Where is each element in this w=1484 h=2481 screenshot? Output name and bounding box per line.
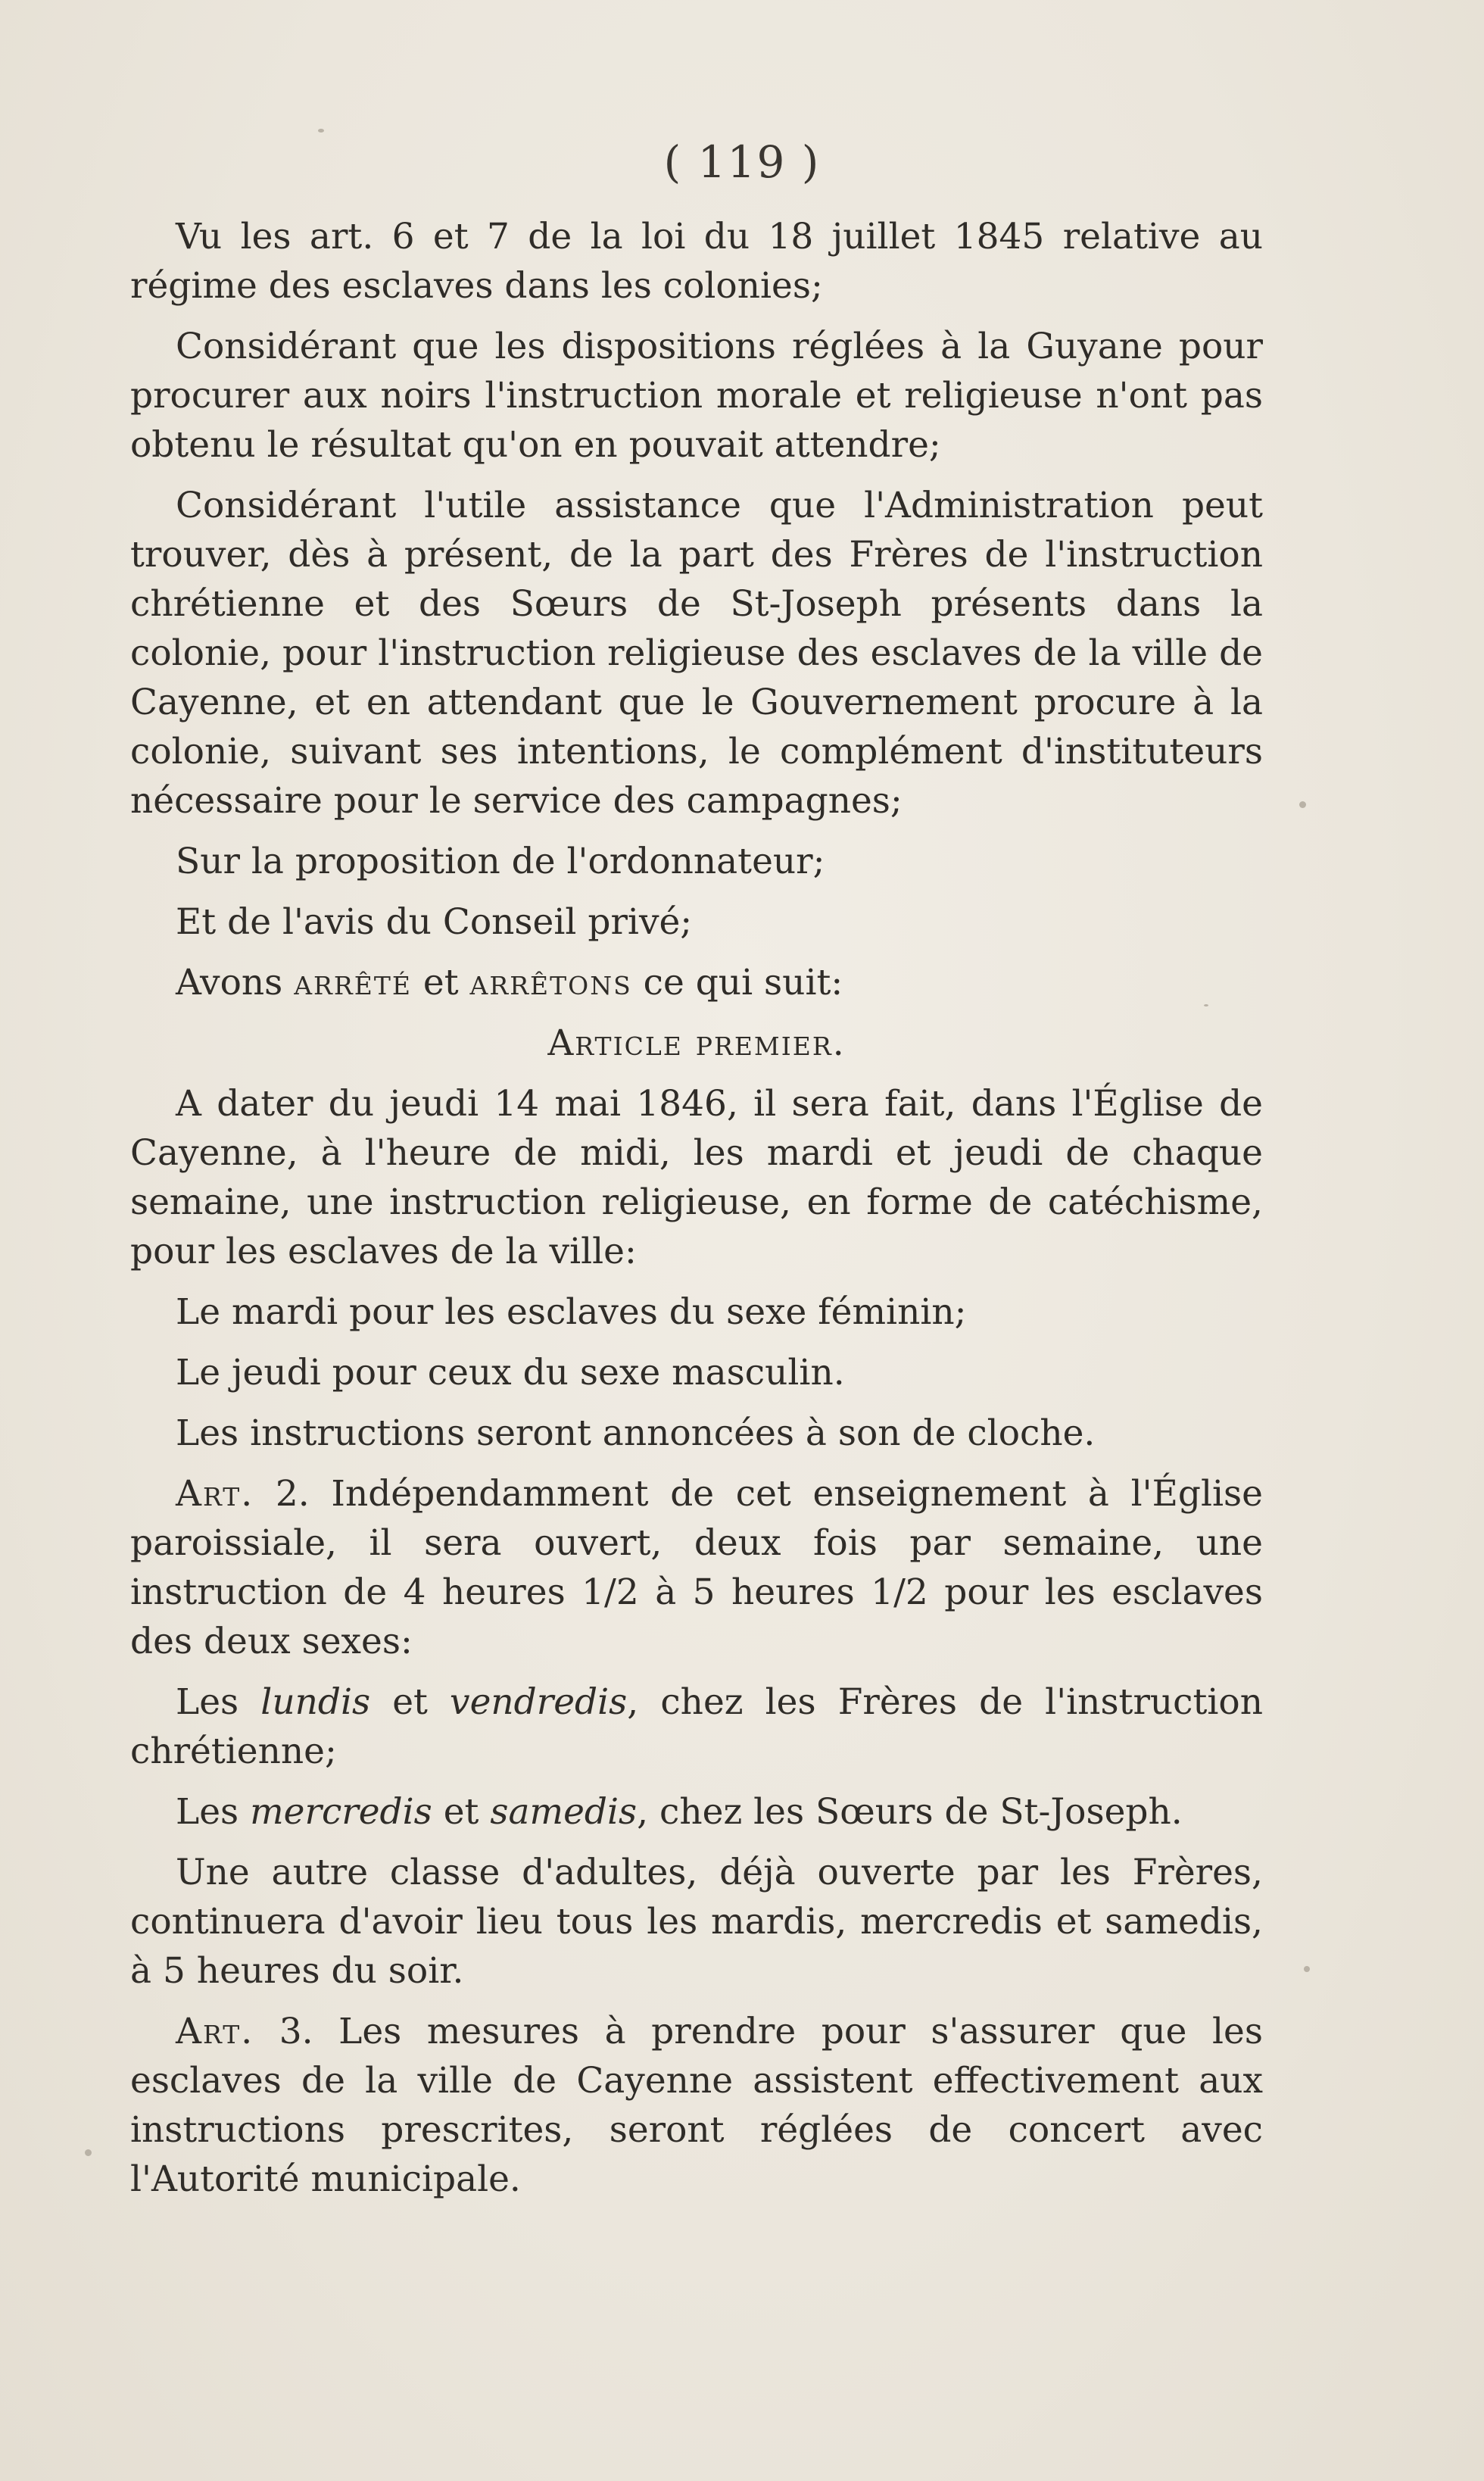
paper-speck [1299, 801, 1306, 808]
mercredis-prefix: Les [176, 1791, 251, 1833]
samedis-word: samedis [490, 1791, 638, 1833]
paper-speck [85, 2149, 92, 2156]
paragraph-considerant-1: Considérant que les dispositions réglées à la Guyane pour procurer aux noirs l'instruction morale et religieuse n'ont pas obtenu le résultat qu'on en pouvait attendre; [130, 326, 1263, 466]
paragraph-lundis [130, 1677, 1263, 1776]
paragraph-considerant-2: Considérant l'utile assistance que l'Administration peut trouver, dès à présent, de la part des Frères de l'instruction chrétienne et des Sœurs de St-Joseph présents dans la colonie, pour l'instruction religieuse des esclaves de la ville de Cayenne, et en attendant que le Gouvernement procure à la colonie, suivant ses intentions, le complément d'instituteurs nécessaire pour le service des campagnes; [130, 485, 1263, 822]
paper-speck [318, 129, 324, 133]
page-number: ( 119 ) [663, 136, 821, 188]
article-3-text: 3. Les mesures à prendre pour s'assurer que les esclaves de la ville de Cayenne assistent effectivement aux instructions prescrites, seront réglées de concert avec l'Autorité municipale. [130, 2011, 1263, 2200]
mercredis-word: mercredis [250, 1791, 432, 1833]
paragraph-mardi: Le mardi pour les esclaves du sexe féminin; [176, 1291, 967, 1333]
paragraph-adultes: Une autre classe d'adultes, déjà ouverte par les Frères, continuera d'avoir lieu tous les mardis, mercredis et samedis, à 5 heures du soir. [130, 1852, 1263, 1992]
mercredis-et: et [432, 1791, 491, 1833]
paragraph-cloche: Les instructions seront annoncées à son de cloche. [176, 1412, 1096, 1454]
paragraph-article-2 [130, 1469, 1263, 1666]
paragraph-avons-arrete [130, 958, 1263, 1007]
lundis-et: et [370, 1681, 450, 1723]
suit-text: ce qui suit: [631, 962, 843, 1003]
paragraph-mercredis [130, 1787, 1263, 1837]
paragraph-article-3 [130, 2007, 1263, 2204]
article-label: Art. [176, 2011, 254, 2052]
article-2-text: 2. Indépendamment de cet enseignement à l'Église paroissiale, il sera ouvert, deux fois par semaine, une instruction de 4 heures 1/2 à 5 heures 1/2 pour les esclaves des deux sexes: [130, 1473, 1263, 1662]
et-text: et [411, 962, 470, 1003]
vendredis-word: vendredis [450, 1681, 628, 1723]
paper-speck [1304, 1966, 1310, 1972]
paragraph-proposition: Sur la proposition de l'ordonnateur; [176, 841, 825, 882]
mercredis-suffix: , chez les Sœurs de St-Joseph. [637, 1791, 1183, 1833]
avons-text: Avons [176, 962, 295, 1003]
paragraph-jeudi: Le jeudi pour ceux du sexe masculin. [176, 1352, 845, 1393]
text-body [130, 212, 1263, 2215]
arretons-word: arrêtons [469, 962, 632, 1003]
lundis-suffix: , chez les Frères de l'instruction chrétienne; [130, 1681, 1263, 1772]
article-label: Art. [176, 1473, 254, 1515]
arrete-word: arrêté [294, 962, 412, 1003]
lundis-word: lundis [260, 1681, 371, 1723]
paragraph-article-1: A dater du jeudi 14 mai 1846, il sera fait, dans l'Église de Cayenne, à l'heure de midi, les mardi et jeudi de chaque semaine, une instruction religieuse, en forme de catéchisme, pour les esclaves de la ville: [130, 1083, 1263, 1272]
paragraph-loi: Vu les art. 6 et 7 de la loi du 18 juillet 1845 relative au régime des esclaves dans les colonies; [130, 216, 1263, 307]
article-heading: Article premier. [547, 1022, 846, 1064]
paragraph-avis: Et de l'avis du Conseil privé; [176, 901, 693, 943]
lundis-prefix: Les [176, 1681, 261, 1723]
